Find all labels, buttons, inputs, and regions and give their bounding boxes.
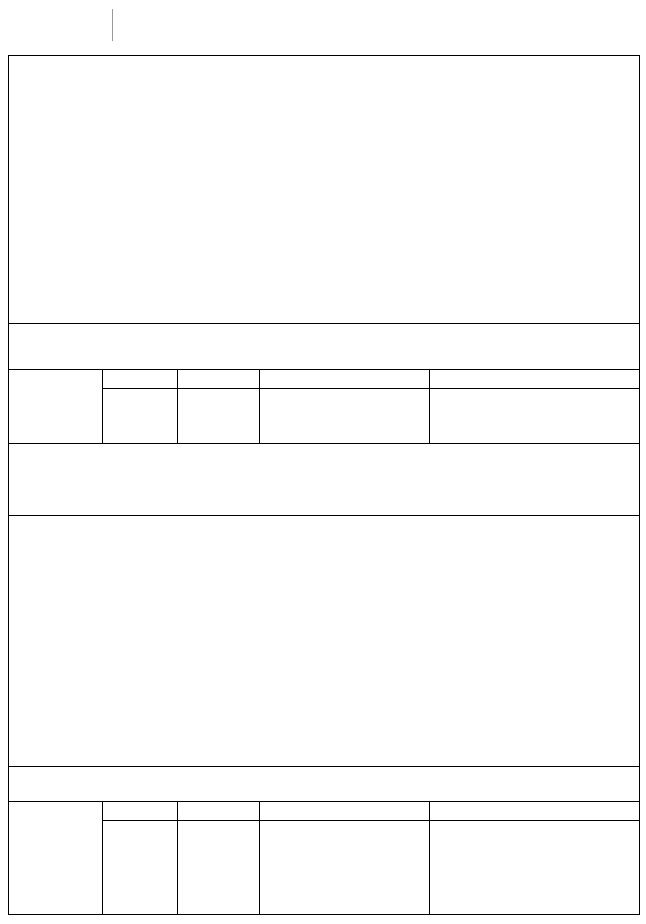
new-old-value <box>102 821 177 915</box>
reference-article-box <box>8 766 640 802</box>
header-material <box>177 370 259 389</box>
header-topic <box>259 802 430 821</box>
header-types <box>430 802 640 821</box>
new-old-value <box>102 389 177 444</box>
header-new-old <box>102 370 177 389</box>
answers-box-passage1 <box>8 55 640 324</box>
logo-divider <box>112 9 113 41</box>
material-value <box>177 821 259 915</box>
types-cell <box>430 821 640 915</box>
passage-three-table <box>8 801 640 915</box>
reference-article-box <box>8 323 640 370</box>
passage-name-cell <box>9 370 103 444</box>
header-types <box>430 370 640 389</box>
types-cell <box>430 389 640 444</box>
material-value <box>177 389 259 444</box>
header-topic <box>259 370 430 389</box>
answer-recall-box <box>8 515 640 767</box>
topic-value <box>259 821 430 915</box>
topic-value <box>259 389 430 444</box>
header-material <box>177 802 259 821</box>
summary-box <box>8 443 640 516</box>
passage-two-table <box>8 369 640 444</box>
header-new-old <box>102 802 177 821</box>
passage-name-cell <box>9 802 103 915</box>
header-logo <box>12 6 252 46</box>
